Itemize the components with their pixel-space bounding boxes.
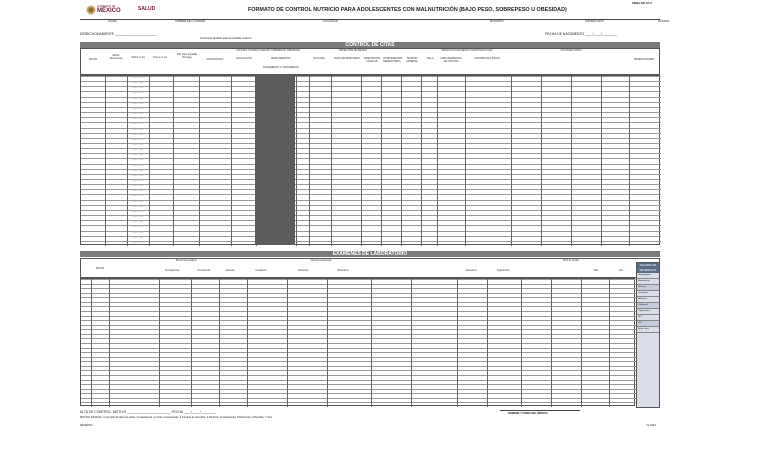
field-entidad: ENTIDAD <box>658 20 670 23</box>
lab-row[interactable] <box>81 338 636 339</box>
labs-title: EXÁMENES DE LABORATORIO <box>80 251 660 257</box>
lab-col-trigliceridos: Triglicéridos <box>496 269 510 272</box>
lab-row[interactable] <box>81 297 636 298</box>
page-title: FORMATO DE CONTROL NUTRICIO PARA ADOLESCENTES CON MALNUTRICIÓN (BAJO PESO, SOBREPESO U OBESIDAD) <box>248 7 567 13</box>
lab-row[interactable] <box>81 284 636 285</box>
reference-item: LDL <box>637 321 659 327</box>
row-age-placeholder: año / mes <box>132 179 144 183</box>
lab-rows <box>80 278 635 406</box>
col-control: CONTROL NUTRICIO (DEFICIT SOBREPESO OBESIDAD) <box>235 49 301 52</box>
lab-row[interactable] <box>81 293 636 294</box>
lab-row[interactable] <box>81 334 636 335</box>
control-row[interactable] <box>81 174 661 175</box>
row-age-placeholder: año / mes <box>132 230 144 234</box>
row-age-placeholder: año / mes <box>132 153 144 157</box>
group-quimica: Química sanguínea <box>310 259 332 262</box>
lab-col-ldl: LDL <box>618 269 624 272</box>
group-biometria: Biometría hemática <box>175 259 197 262</box>
control-row[interactable] <box>81 158 661 159</box>
reference-item: Glucosa <box>637 285 659 291</box>
reference-item: Albúmina <box>637 297 659 303</box>
lab-row[interactable] <box>81 348 636 349</box>
field-clues: CLUES <box>108 20 117 23</box>
control-row[interactable] <box>81 107 661 108</box>
control-row[interactable] <box>81 148 661 149</box>
lab-row[interactable] <box>81 329 636 330</box>
reference-item: Creatinina <box>637 291 659 297</box>
shaded-column <box>255 75 295 245</box>
row-age-placeholder: año / mes <box>132 132 144 136</box>
control-title: CONTROL DE CITAS <box>80 42 660 48</box>
control-row[interactable] <box>81 215 661 216</box>
lab-row[interactable] <box>81 357 636 358</box>
reference-item: Hemoglobina <box>637 273 659 279</box>
gov-line1: GOBIERNO DE <box>97 5 116 8</box>
control-row[interactable] <box>81 231 661 232</box>
control-row[interactable] <box>81 102 661 103</box>
lab-row[interactable] <box>81 288 636 289</box>
control-row[interactable] <box>81 184 661 185</box>
reference-title: VALORES DE REFERENCIA <box>637 263 659 273</box>
lab-col-albumina: Albúmina <box>298 269 308 272</box>
sub-falta: FALTA DE RESPUESTA <box>334 57 360 60</box>
reference-item: Triglicéridos <box>637 309 659 315</box>
reference-item: HDL <box>637 315 659 321</box>
col-observaciones: OBSERVACIONES <box>633 58 655 61</box>
control-row[interactable] <box>81 210 661 211</box>
lab-row[interactable] <box>81 370 636 371</box>
control-row[interactable] <box>81 76 661 77</box>
gov-line2: MÉXICO <box>97 8 121 14</box>
row-age-placeholder: año / mes <box>132 142 144 146</box>
lab-col-creatinina: Creatinina <box>255 269 267 272</box>
control-rows <box>80 75 660 245</box>
sub-talla: TALLA <box>426 57 434 60</box>
lab-row[interactable] <box>81 361 636 362</box>
field-jurisdiccion: JURISDICCIÓN <box>585 20 604 23</box>
sub-glucosa: GLUCOSA <box>313 57 325 60</box>
field-localidad: LOCALIDAD <box>323 20 338 23</box>
control-header <box>80 48 660 75</box>
sub-suplemento: SUPLEMENTO O TRATAMIENTO <box>262 66 300 69</box>
group-lipidos: Perfil de lípidos <box>562 259 580 262</box>
lab-row[interactable] <box>81 352 636 353</box>
patient-name-field[interactable]: DERECHOHABIENTE ______________________ <box>80 32 157 36</box>
form-sheet <box>80 0 670 466</box>
lab-row[interactable] <box>81 320 636 321</box>
control-row[interactable] <box>81 112 661 113</box>
lab-row[interactable] <box>81 316 636 317</box>
control-row[interactable] <box>81 164 661 165</box>
row-age-placeholder: año / mes <box>132 173 144 177</box>
control-row[interactable] <box>81 189 661 190</box>
control-row[interactable] <box>81 241 661 242</box>
control-row[interactable] <box>81 128 661 129</box>
sub-medicamentos: MEDICAMENTOS <box>271 57 291 60</box>
control-row[interactable] <box>81 91 661 92</box>
firma-medico: NOMBRE Y FIRMA DEL MÉDICO <box>508 412 548 415</box>
salud-logo: SALUD <box>138 6 156 12</box>
lab-row[interactable] <box>81 393 636 394</box>
control-row[interactable] <box>81 236 661 237</box>
lab-col-fecha: FECHA <box>95 267 105 270</box>
lab-col-hdl: HDL <box>593 269 599 272</box>
row-age-placeholder: año / mes <box>132 204 144 208</box>
control-row[interactable] <box>81 220 661 221</box>
row-age-placeholder: año / mes <box>132 184 144 188</box>
sub-antecedentes: ANTECEDENTES HEREDITARIOS <box>383 57 403 63</box>
col-diagnostico: DIAGNÓSTICO <box>206 58 224 61</box>
row-age-placeholder: año / mes <box>132 101 144 105</box>
row-age-placeholder: año / mes <box>132 76 144 79</box>
row-age-placeholder: año / mes <box>132 81 144 85</box>
control-row[interactable] <box>81 225 661 226</box>
col-cardio: DETECCIÓN DE RIESGO CARDIOVASCULAR <box>441 49 493 52</box>
col-peso: PESO en kg <box>131 56 145 59</box>
row-age-placeholder: año / mes <box>132 117 144 121</box>
row-age-placeholder: año / mes <box>132 148 144 152</box>
row-age-placeholder: año / mes <box>132 163 144 167</box>
lab-col-glucosa: Glucosa <box>225 269 235 272</box>
col-fecha: FECHA <box>88 58 98 61</box>
row-age-placeholder: año / mes <box>132 225 144 229</box>
col-talla: TALLA en cm <box>152 56 168 59</box>
col-imc: IMC para (Kg/talla) (Puntaje) <box>176 53 198 59</box>
control-row[interactable] <box>81 117 661 118</box>
lab-col-hematocrito: Hematocrito <box>197 269 211 272</box>
control-row[interactable] <box>81 122 661 123</box>
control-row[interactable] <box>81 153 661 154</box>
row-age-placeholder: año / mes <box>132 127 144 131</box>
control-row[interactable] <box>81 143 661 144</box>
row-age-placeholder: año / mes <box>132 96 144 100</box>
field-municipio: MUNICIPIO <box>490 20 504 23</box>
lab-row[interactable] <box>81 380 636 381</box>
col-edad: EDAD años/meses <box>109 54 123 60</box>
lab-col-colesterol: Colesterol <box>465 269 477 272</box>
reference-item: Hematocrito <box>637 279 659 285</box>
control-row[interactable] <box>81 194 661 195</box>
row-age-placeholder: año / mes <box>132 209 144 213</box>
reference-panel <box>636 262 660 408</box>
row-age-placeholder: año / mes <box>132 199 144 203</box>
lab-row[interactable] <box>81 389 636 390</box>
control-row[interactable] <box>81 179 661 180</box>
row-age-placeholder: año / mes <box>132 91 144 95</box>
row-age-placeholder: año / mes <box>132 235 144 239</box>
row-age-placeholder: año / mes <box>132 86 144 90</box>
labs-header <box>80 258 660 278</box>
lab-row[interactable] <box>81 402 636 403</box>
header-fields <box>80 20 670 25</box>
col-actividad: ACTIVIDAD FÍSICA <box>560 49 582 52</box>
gov-logo <box>86 4 126 16</box>
lab-row[interactable] <box>81 306 636 307</box>
reference-item: Colesterol <box>637 303 659 309</box>
motivo-baja: MOTIVO DE BAJA: 1.Cumplió 20 años de edad, 2.Inasistencia a 3 citas consecutivas, 3.Cambio de domicilio, 4.Rechazo al tratamiento, 5.Defunción, 6.Pérdida, 7.Otra <box>80 416 273 419</box>
control-row[interactable] <box>81 169 661 170</box>
row-age-placeholder: año / mes <box>132 240 144 244</box>
sub-lipidos: CONTROL DE LÍPIDOS <box>474 57 500 60</box>
lab-row[interactable] <box>81 325 636 326</box>
control-row[interactable] <box>81 138 661 139</box>
field-unidad: NOMBRE DE LA UNIDAD <box>175 20 206 23</box>
lab-row[interactable] <box>81 343 636 344</box>
lab-row[interactable] <box>81 279 636 280</box>
col-riesgo: DETECCIÓN DE RIESGO <box>338 49 368 52</box>
sub-cintura: CIRCUNFERENCIA DE CINTURA <box>440 57 462 63</box>
row-age-placeholder: año / mes <box>132 194 144 198</box>
lab-row[interactable] <box>81 398 636 399</box>
form-code: SINBA-SIS-SC-P <box>632 2 653 5</box>
row-age-placeholder: año / mes <box>132 158 144 162</box>
row-age-placeholder: año / mes <box>132 168 144 172</box>
row-age-placeholder: año / mes <box>132 106 144 110</box>
lab-row[interactable] <box>81 302 636 303</box>
version-label: V1-2023 <box>646 424 656 427</box>
eagle-seal-icon <box>86 5 96 15</box>
lab-row[interactable] <box>81 366 636 367</box>
row-age-placeholder: año / mes <box>132 137 144 141</box>
lab-col-hemoglobina: Hemoglobina <box>164 269 180 272</box>
control-row[interactable] <box>81 133 661 134</box>
sub-tension: TENSIÓN ARTERIAL <box>406 57 418 63</box>
row-age-placeholder: año / mes <box>132 189 144 193</box>
lab-row[interactable] <box>81 375 636 376</box>
sub-orientacion: ORIENTACIÓN FAMILIAR <box>363 57 381 63</box>
lab-row[interactable] <box>81 384 636 385</box>
patient-name-hint: Nombre(s) Apellido paterno Apellido materno <box>200 37 252 40</box>
control-row[interactable] <box>81 86 661 87</box>
row-age-placeholder: año / mes <box>132 122 144 126</box>
row-age-placeholder: año / mes <box>132 215 144 219</box>
reference-list <box>637 273 659 333</box>
dob-field[interactable]: FECHA DE NACIMIENTO ____/____/________ <box>545 32 618 36</box>
control-row[interactable] <box>81 200 661 201</box>
row-age-placeholder: año / mes <box>132 220 144 224</box>
lab-row[interactable] <box>81 311 636 312</box>
reference-item: Ácido úrico <box>637 327 659 333</box>
row-age-placeholder: año / mes <box>132 112 144 116</box>
reverso-label: REVERSO <box>80 424 93 427</box>
control-row[interactable] <box>81 81 661 82</box>
control-row[interactable] <box>81 97 661 98</box>
lab-col-bilirrubina: Bilirrubina <box>337 269 349 272</box>
sub-evaluacion: EVALUACIÓN <box>236 57 252 60</box>
alta-field[interactable]: ALTA DE CONTROL: MOTIVO _______________________ FECHA ____/____/________ <box>80 410 216 414</box>
control-row[interactable] <box>81 205 661 206</box>
